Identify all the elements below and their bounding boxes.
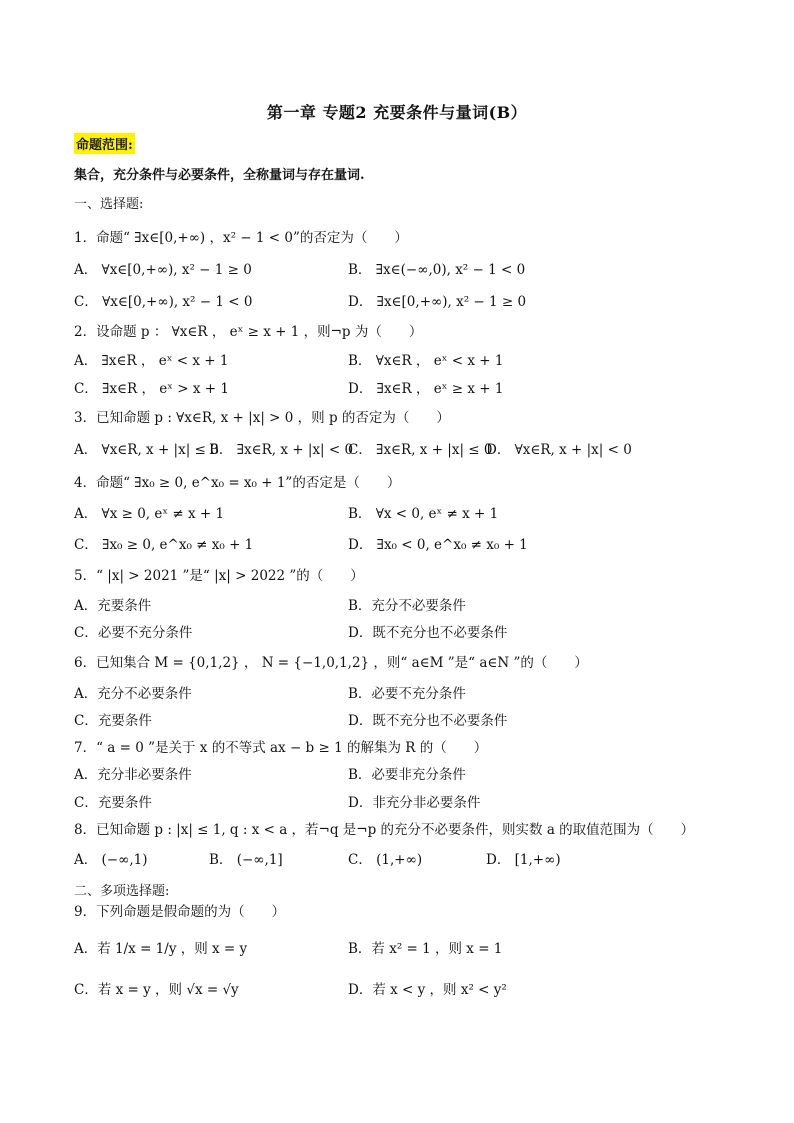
question-4-option-d: D． ∃x₀ < 0, e^x₀ ≠ x₀ + 1	[348, 537, 528, 553]
question-9-option-c: C．若 x = y ，则 √x = √y	[74, 982, 239, 998]
question-5-option-d: D．既不充分也不必要条件	[348, 625, 508, 641]
question-2-option-c: C． ∃x∈R ， eˣ > x + 1	[74, 381, 229, 397]
section-heading-multiple: 二、多项选择题:	[74, 884, 170, 899]
question-8-option-b: B． (−∞,1]	[209, 852, 283, 868]
question-6-option-b: B．必要不充分条件	[348, 686, 466, 702]
question-7-option-a: A．充分非必要条件	[74, 767, 192, 783]
section-heading-choice: 一、选择题:	[74, 197, 144, 212]
question-3-option-d: D． ∀x∈R, x + |x| < 0	[486, 442, 632, 458]
question-4-option-c: C． ∃x₀ ≥ 0, e^x₀ ≠ x₀ + 1	[74, 537, 254, 553]
question-3-option-a: A． ∀x∈R, x + |x| ≤ 0	[74, 442, 219, 458]
question-6-option-d: D．既不充分也不必要条件	[348, 713, 508, 729]
question-1-option-b: B． ∃x∈(−∞,0), x² − 1 < 0	[348, 262, 526, 278]
question-9-option-b: B．若 x² = 1 ，则 x = 1	[348, 941, 503, 957]
question-7-stem: 7．“ a = 0 ”是关于 x 的不等式 ax − b ≥ 1 的解集为 R 的（ ）	[74, 740, 488, 756]
question-6-stem: 6．已知集合 M = {0,1,2} ， N = {−1,0,1,2} ，则“ a∈M ”是“ a∈N ”的（ ）	[74, 655, 588, 671]
question-9-stem: 9．下列命题是假命题的为（ ）	[74, 904, 286, 920]
question-2-stem: 2．设命题 p ： ∀x∈R ， eˣ ≥ x + 1 ，则¬p 为（ ）	[74, 324, 423, 340]
question-9-option-d: D．若 x < y ，则 x² < y²	[348, 982, 507, 998]
question-1-option-a: A． ∀x∈[0,+∞), x² − 1 ≥ 0	[74, 262, 252, 278]
question-5-option-a: A．充要条件	[74, 598, 152, 614]
question-7-option-d: D．非充分非必要条件	[348, 795, 481, 811]
scope-label: 命题范围:	[74, 133, 135, 154]
question-6-option-a: A．充分不必要条件	[74, 686, 192, 702]
question-2-option-b: B． ∀x∈R ， eˣ < x + 1	[348, 353, 504, 369]
question-7-option-c: C．充要条件	[74, 795, 152, 811]
question-6-option-c: C．充要条件	[74, 713, 152, 729]
question-2-option-a: A． ∃x∈R ， eˣ < x + 1	[74, 353, 229, 369]
question-8-option-d: D． [1,+∞)	[486, 852, 561, 868]
question-7-option-b: B．必要非充分条件	[348, 767, 466, 783]
question-5-stem: 5．“ |x| > 2021 ”是“ |x| > 2022 ”的（ ）	[74, 568, 364, 584]
question-5-option-c: C．必要不充分条件	[74, 625, 193, 641]
question-4-option-b: B． ∀x < 0, eˣ ≠ x + 1	[348, 506, 499, 522]
question-5-option-b: B．充分不必要条件	[348, 598, 466, 614]
question-3-option-c: C． ∃x∈R, x + |x| ≤ 0	[348, 442, 493, 458]
question-8-stem: 8．已知命题 p : |x| ≤ 1, q : x < a ，若¬q 是¬p 的充分不必要条件，则实数 a 的取值范围为（ ）	[74, 822, 695, 838]
question-1-option-c: C． ∀x∈[0,+∞), x² − 1 < 0	[74, 294, 253, 310]
question-9-option-a: A．若 1/x = 1/y ，则 x = y	[74, 941, 248, 957]
scope-text: 集合，充分条件与必要条件，全称量词与存在量词.	[74, 168, 365, 183]
question-3-option-b: B． ∃x∈R, x + |x| < 0	[209, 442, 354, 458]
question-3-stem: 3．已知命题 p : ∀x∈R, x + |x| > 0 ，则 p 的否定为（ ）	[74, 410, 450, 426]
question-8-option-c: C． (1,+∞)	[348, 852, 423, 868]
question-2-option-d: D． ∃x∈R ， eˣ ≥ x + 1	[348, 381, 504, 397]
question-8-option-a: A． (−∞,1)	[74, 852, 148, 868]
question-4-option-a: A． ∀x ≥ 0, eˣ ≠ x + 1	[74, 506, 225, 522]
question-1-option-d: D． ∃x∈[0,+∞), x² − 1 ≥ 0	[348, 294, 527, 310]
page-title: 第一章 专题2 充要条件与量词(B）	[266, 103, 528, 122]
question-1-stem: 1．命题“ ∃x∈[0,+∞) ，x² − 1 < 0”的否定为（ ）	[74, 230, 408, 246]
question-4-stem: 4．命题“ ∃x₀ ≥ 0, e^x₀ = x₀ + 1”的否定是（ ）	[74, 475, 401, 491]
